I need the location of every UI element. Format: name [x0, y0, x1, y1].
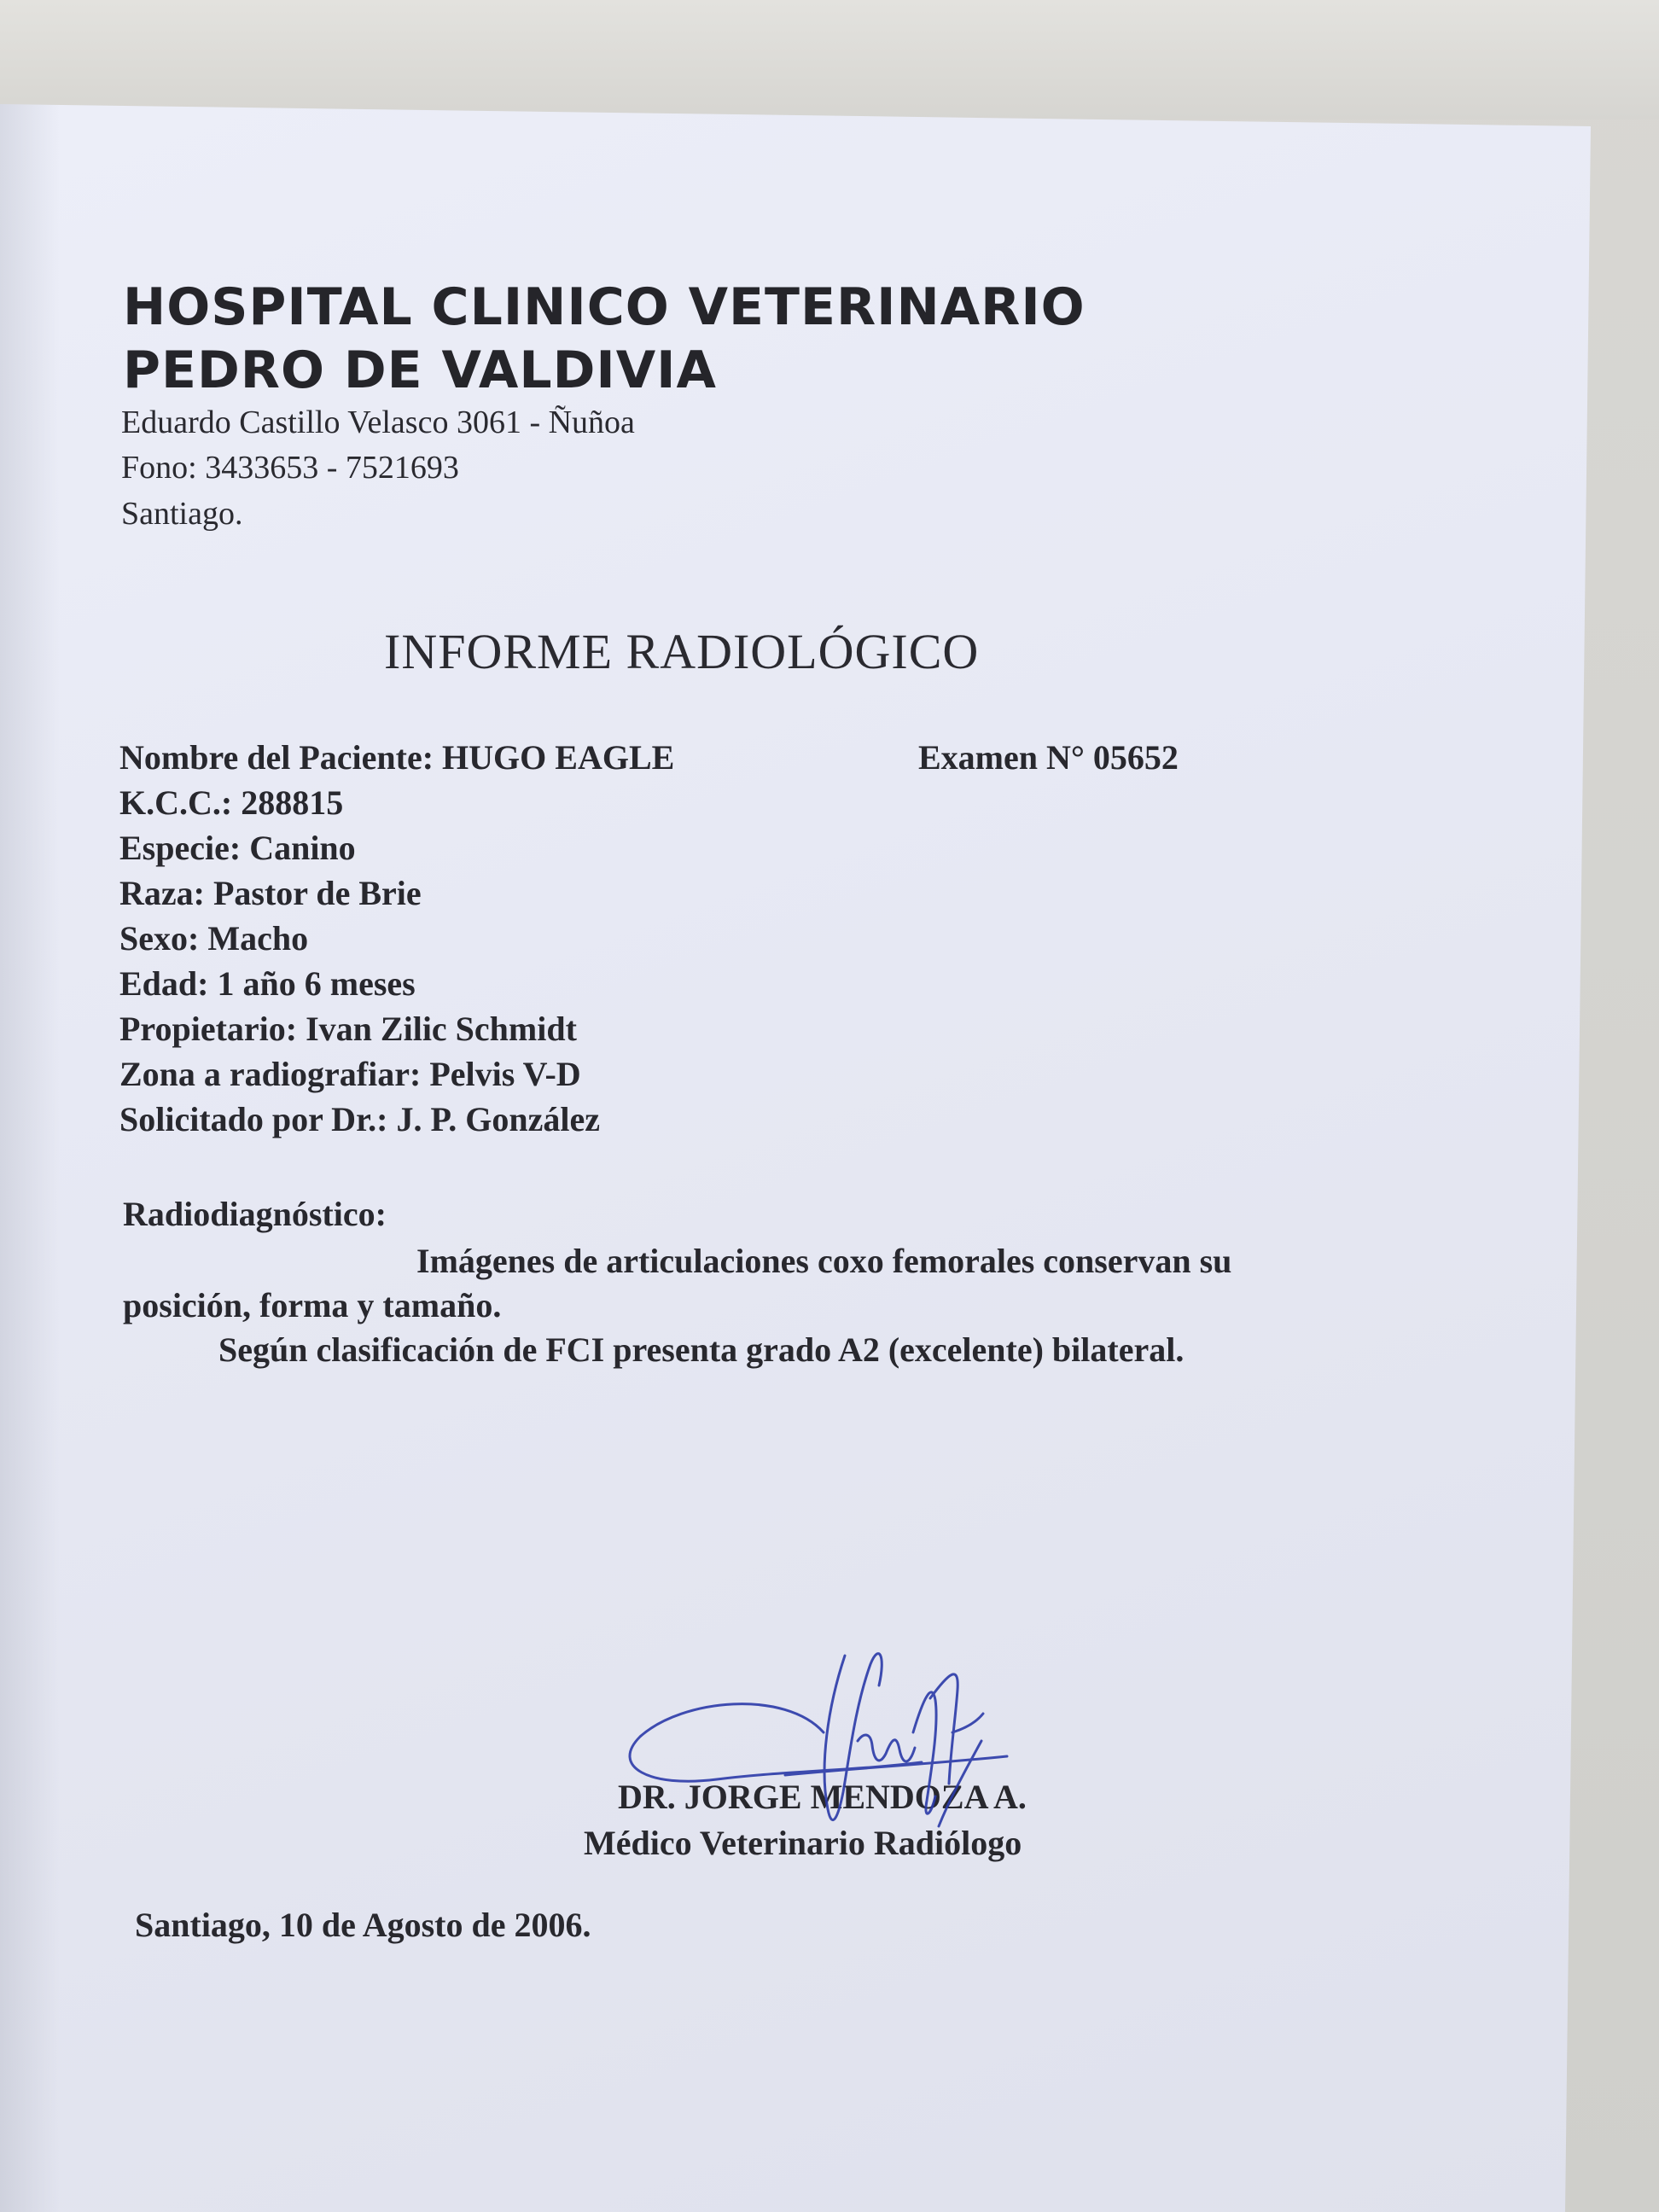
- field-value: J. P. González: [396, 1100, 600, 1138]
- diagnosis-text-line3: Según clasificación de FCI presenta grado A2 (excelente) bilateral.: [218, 1330, 1185, 1369]
- place-and-date: Santiago, 10 de Agosto de 2006.: [135, 1906, 591, 1944]
- field-label: Propietario:: [119, 1010, 298, 1048]
- field-label: Raza:: [119, 874, 205, 912]
- field-value: Ivan Zilic Schmidt: [306, 1010, 577, 1048]
- report-title: INFORME RADIOLÓGICO: [384, 624, 980, 679]
- table-surface: [0, 0, 1659, 119]
- diagnosis-text-line2: posición, forma y tamaño.: [123, 1286, 502, 1324]
- field-label: Solicitado por Dr.:: [119, 1100, 388, 1138]
- hospital-name-line1: HOSPITAL CLINICO VETERINARIO: [123, 277, 1086, 337]
- page-shadow: [0, 101, 60, 2212]
- field-value: Macho: [207, 919, 309, 958]
- field-patient-name: [119, 738, 675, 777]
- diagnosis-text-line1: Imágenes de articulaciones coxo femorales conservan su: [416, 1242, 1232, 1280]
- field-value: Canino: [249, 829, 356, 867]
- exam-number: Examen N° 05652: [918, 738, 1179, 777]
- hospital-address: Eduardo Castillo Velasco 3061 - Ñuñoa: [121, 405, 635, 440]
- field-value: Pastor de Brie: [212, 874, 422, 912]
- field-owner: [119, 1012, 577, 1046]
- field-species: [119, 831, 356, 865]
- field-zone: [119, 1057, 581, 1091]
- field-kcc: [119, 783, 344, 822]
- field-value: 288815: [241, 783, 344, 822]
- field-value: 1 año 6 meses: [217, 964, 416, 1003]
- signer-name: DR. JORGE MENDOZA A.: [618, 1778, 1027, 1816]
- field-label: Edad:: [119, 964, 209, 1003]
- field-value: Pelvis V-D: [429, 1055, 581, 1093]
- signer-title: Médico Veterinario Radiólogo: [584, 1824, 1022, 1862]
- field-label: Sexo:: [119, 919, 200, 958]
- field-breed: [119, 876, 422, 911]
- field-age: [119, 964, 416, 1003]
- field-value: HUGO EAGLE: [442, 738, 675, 777]
- field-requested-by: [119, 1100, 600, 1138]
- field-label: K.C.C.:: [119, 783, 233, 822]
- field-label: Especie:: [119, 829, 242, 867]
- diagnosis-heading: Radiodiagnóstico:: [123, 1195, 387, 1233]
- field-label: Nombre del Paciente:: [119, 738, 434, 777]
- field-label: Zona a radiografiar:: [119, 1055, 422, 1093]
- hospital-city: Santiago.: [121, 496, 243, 532]
- field-sex: [119, 919, 309, 958]
- hospital-name-line2: PEDRO DE VALDIVIA: [123, 341, 717, 400]
- hospital-phone: Fono: 3433653 - 7521693: [121, 450, 459, 486]
